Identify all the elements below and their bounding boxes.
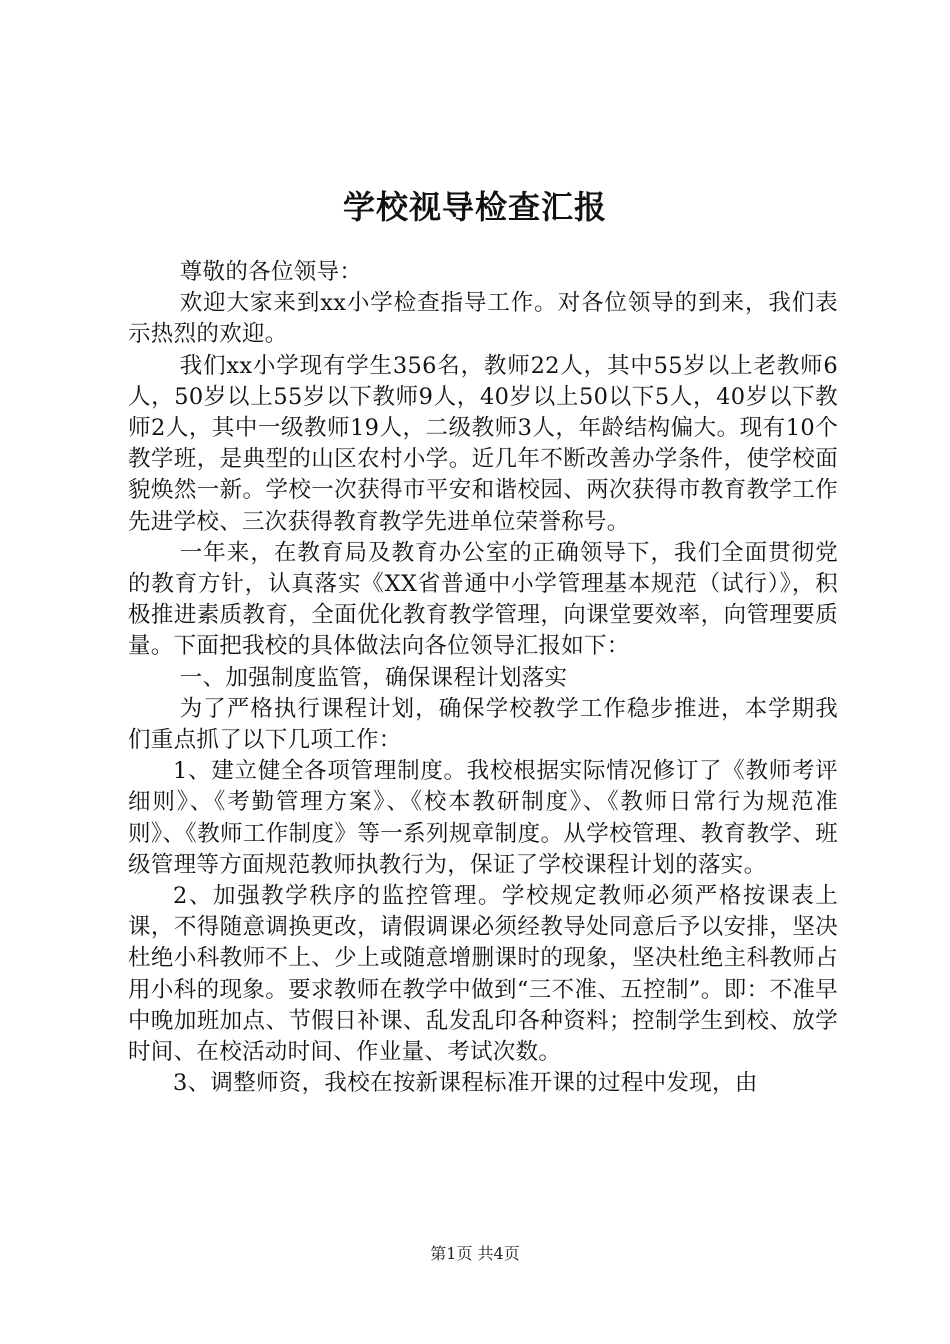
- list-item-2: 2、加强教学秩序的监控管理。学校规定教师必须严格按课表上课，不得随意调换更改，请假调课必须经教导处同意后予以安排，坚决杜绝小科教师不上、少上或随意增删课时的现象，坚决杜绝主科教师占用小科的现象。要求教师在教学中做到“三不准、五控制”。即：不准早中晚加班加点、节假日补课、乱发乱印各种资料；控制学生到校、放学时间、在校活动时间、作业量、考试次数。: [128, 883, 838, 1066]
- paragraph-year-summary: 一年来，在教育局及教育办公室的正确领导下，我们全面贯彻党的教育方针，认真落实《XX省普通中小学管理基本规范（试行）》，积极推进素质教育，全面优化教育教学管理，向课堂要效率，向管理要质量。下面把我校的具体做法向各位领导汇报如下：: [128, 539, 838, 660]
- paragraph-salutation: 尊敬的各位领导：: [179, 259, 363, 285]
- document-title: 学校视导检查汇报: [342, 188, 607, 226]
- document-body: [128, 257, 838, 1099]
- list-item-3: 3、调整师资，我校在按新课程标准开课的过程中发现，由: [173, 1070, 758, 1097]
- section-heading-1: 一、加强制度监管，确保课程计划落实: [179, 664, 568, 691]
- paragraph-welcome: 欢迎大家来到xx小学检查指导工作。对各位领导的到来，我们表示热烈的欢迎。: [128, 290, 838, 348]
- paragraph-school-overview: 我们xx小学现有学生356名，教师22人，其中55岁以上老教师6人，50岁以上55岁以下教师9人，40岁以上50以下5人，40岁以下教师2人，其中一级教师19人，二级教师3人，年龄结构偏大。现有10个教学班，是典型的山区农村小学。近几年不断改善办学条件，使学校面貌焕然一新。学校一次获得市平安和谐校园、两次获得市教育教学工作先进学校、三次获得教育教学先进单位荣誉称号。: [128, 352, 838, 535]
- page-number-footer: 第1页 共4页: [430, 1244, 520, 1263]
- list-item-1: 1、建立健全各项管理制度。我校根据实际情况修订了《教师考评细则》、《考勤管理方案》、《校本教研制度》、《教师日常行为规范准则》、《教师工作制度》等一系列规章制度。从学校管理、教育教学、班级管理等方面规范教师执教行为，保证了学校课程计划的落实。: [128, 758, 838, 878]
- paragraph-curriculum-plan: 为了严格执行课程计划，确保学校教学工作稳步推进，本学期我们重点抓了以下几项工作：: [128, 695, 838, 754]
